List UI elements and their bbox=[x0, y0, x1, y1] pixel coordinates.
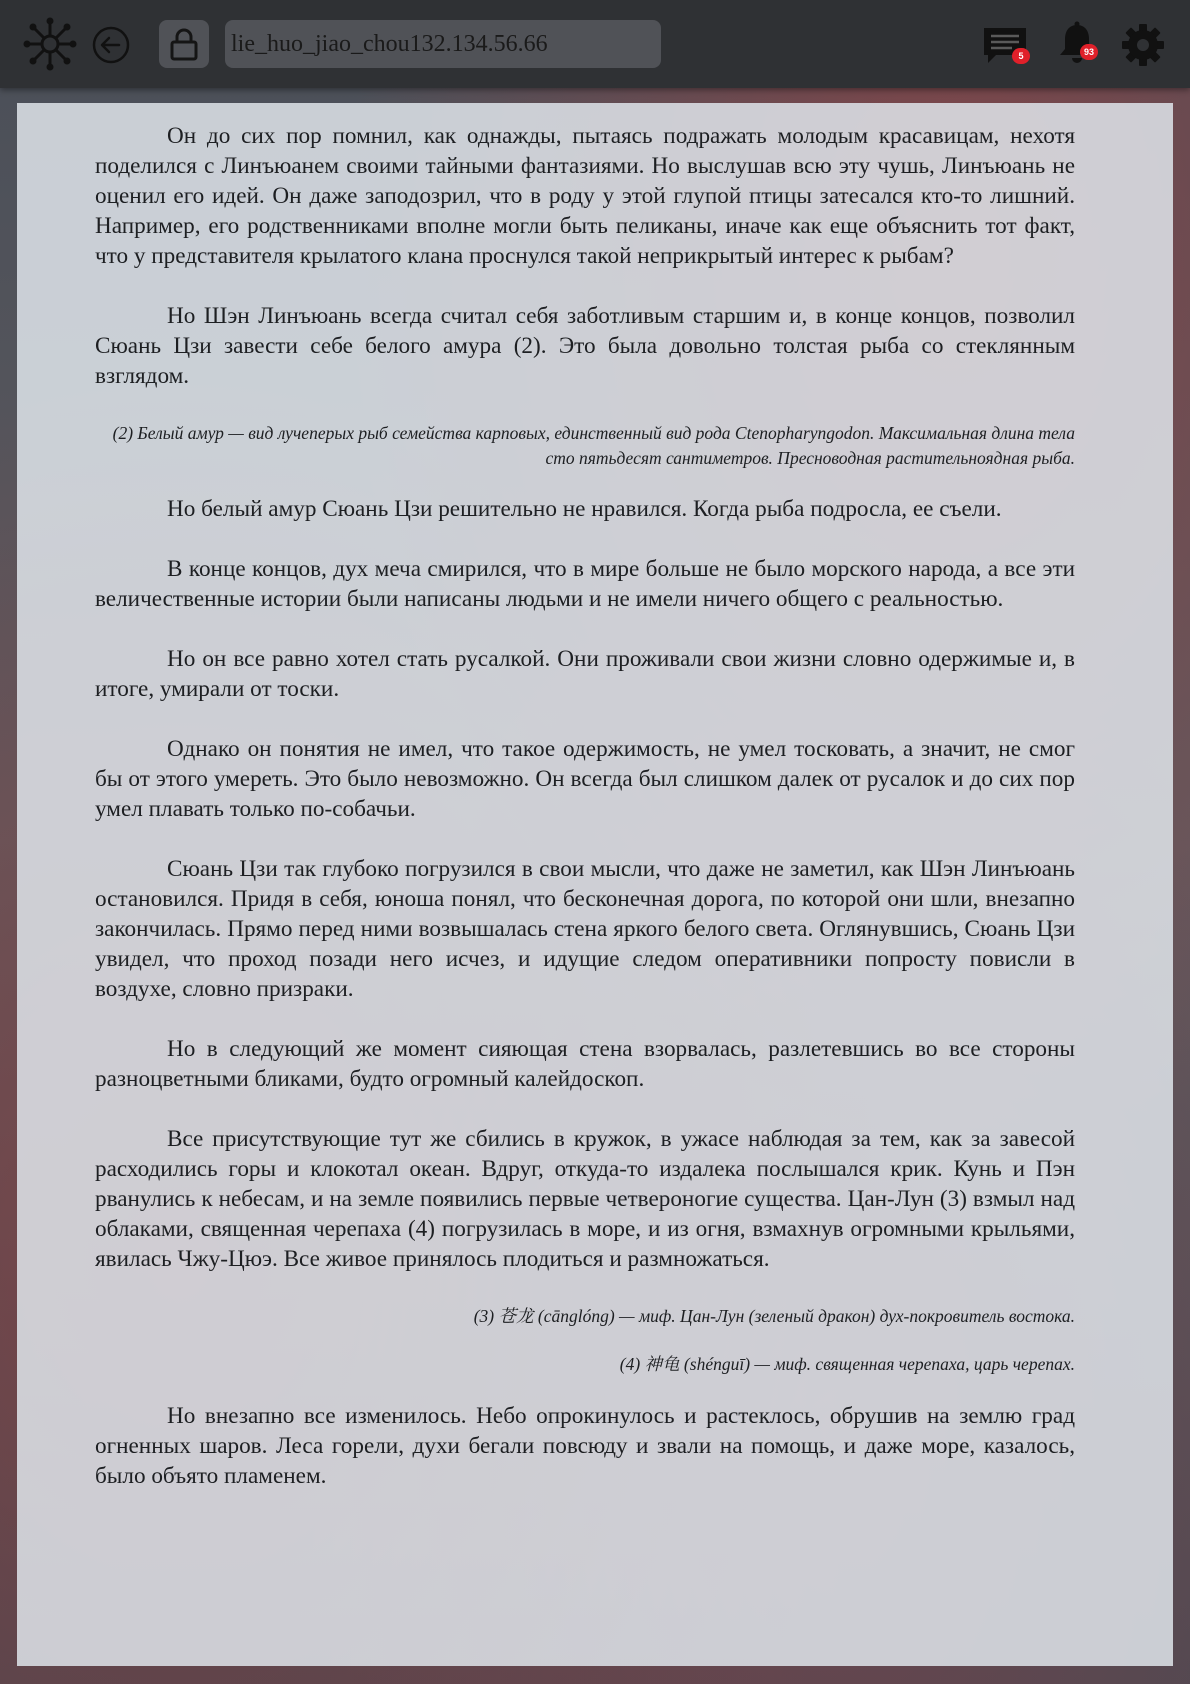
footnote: (3) 苍龙 (cānglóng) — миф. Цан-Лун (зеленый дракон) дух-покровитель востока. bbox=[473, 1306, 1075, 1326]
back-arrow-icon[interactable] bbox=[92, 26, 130, 64]
footnote: (4) 神龟 (shénguī) — миф. священная черепаха, царь черепах. bbox=[619, 1353, 1075, 1374]
lock-button[interactable] bbox=[159, 20, 209, 68]
paragraph: Однако он понятия не имел, что такое одержимость, не умел тосковать, а значит, не смог бы от этого умереть. Это было невозможно. Он всегда был слишком далек от русалок и до сих пор умел плавать только по-собачьи. bbox=[95, 736, 1075, 822]
paragraph: В конце концов, дух меча смирился, что в мире больше не было морского народа, а все эти величественные истории были написаны людьми и не имели ничего общего с реальностью. bbox=[95, 556, 1075, 612]
gear-icon bbox=[1121, 23, 1165, 67]
reader-content bbox=[17, 103, 1173, 1666]
lock-icon bbox=[169, 27, 199, 61]
paragraph: Но Шэн Линъюань всегда считал себя заботливым старшим и, в конце концов, позволил Сюань Цзи завести себе белого амура (2). Это была довольно толстая рыба со стеклянным взглядом. bbox=[95, 303, 1075, 389]
paragraph: Сюань Цзи так глубоко погрузился в свои мысли, что даже не заметил, как Шэн Линъюань остановился. Придя в себя, юноша понял, что бесконечная дорога, по которой они шли, внезапно закончилась. Прямо перед ними возвышалась стена яркого белого света. Оглянувшись, Сюань Цзи увидел, что проход позади него исчез, и идущие следом оперативники попросту повисли в воздухе, словно призраки. bbox=[95, 856, 1075, 1002]
url-input[interactable] bbox=[225, 20, 661, 68]
message-count-badge: 5 bbox=[1012, 48, 1030, 64]
paragraph: Но белый амур Сюань Цзи решительно не нравился. Когда рыба подросла, ее съели. bbox=[167, 496, 1002, 522]
settings-button[interactable] bbox=[1120, 22, 1166, 68]
paragraph: Но внезапно все изменилось. Небо опрокинулось и растеклось, обрушив на землю град огненных шаров. Леса горели, духи бегали повсюду и звали на помощь, и даже море, казалось, было объято пламенем. bbox=[95, 1403, 1075, 1489]
notifications-button[interactable] bbox=[1054, 20, 1100, 66]
messages-button[interactable] bbox=[980, 22, 1030, 68]
paragraph: Но он все равно хотел стать русалкой. Они проживали свои жизни словно одержимые и, в итоге, умирали от тоски. bbox=[95, 646, 1075, 702]
paragraph: Он до сих пор помнил, как однажды, пытаясь подражать молодым красавицам, нехотя поделился с Линъюанем своими тайными фантазиями. Но выслушав всю эту чушь, Линъюань не оценил его идей. Он даже заподозрил, что в роду у этой глупой птицы затесался кто-то лишний. Например, его родственниками вполне могли быть пеликаны, иначе как еще объяснить тот факт, что у представителя крылатого клана проснулся такой неприкрытый интерес к рыбам? bbox=[95, 123, 1075, 269]
top-bar bbox=[0, 0, 1190, 88]
paragraph: Но в следующий же момент сияющая стена взорвалась, разлетевшись во все стороны разноцветными бликами, будто огромный калейдоскоп. bbox=[95, 1036, 1075, 1092]
notification-count-badge: 93 bbox=[1080, 44, 1098, 60]
footnote: (2) Белый амур — вид лучеперых рыб семейства карповых, единственный вид рода Ctenopharyngodon. Максимальная длина тела сто пятьдесят сантиметров. Пресноводная растительноядная рыба. bbox=[112, 423, 1075, 468]
network-logo-icon[interactable] bbox=[22, 16, 78, 72]
paragraph: Все присутствующие тут же сбились в кружок, в ужасе наблюдая за тем, как за завесой расходились горы и клокотал океан. Вдруг, откуда-то издалека послышался крик. Кунь и Пэн рванулись к небесам, и на земле появились первые четвероногие существа. Цан-Лун (3) взмыл над облаками, священная черепаха (4) погрузилась в море, и из огня, взмахнув огромными крыльями, явилась Чжу-Цюэ. Все живое принялось плодиться и размножаться. bbox=[95, 1126, 1075, 1272]
